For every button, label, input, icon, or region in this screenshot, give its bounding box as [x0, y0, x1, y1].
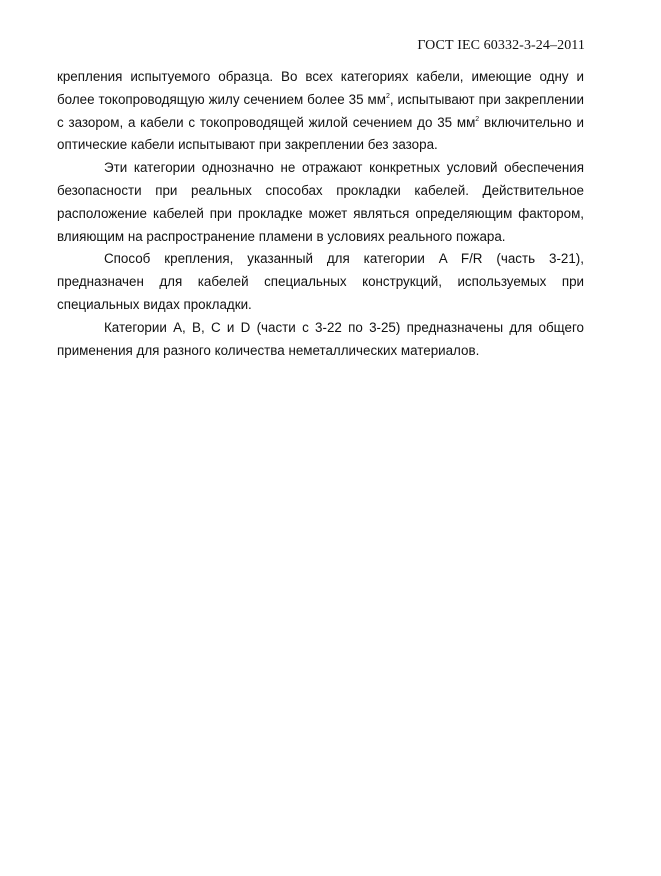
paragraph-general-categories: Категории А, В, С и D (части с 3-22 по 3-25) предназначены для общего применения для разного количества неметаллических материалов.: [57, 319, 584, 358]
paragraph-mounting-method: Способ крепления, указанный для категории A F/R (часть 3-21), предназначен для кабелей специальных конструкций, используемых при специальных видах прокладки.: [57, 251, 584, 312]
paragraph-text: крепления испытуемого образца. Во всех категориях кабели, имеющие одну и более токопроводящую жилу сечением более 35 мм: [57, 69, 584, 107]
paragraph-text: включительно и оптические кабели испытывают при закреплении без зазора.: [57, 114, 584, 153]
paragraph-continuation: [57, 66, 584, 157]
paragraph-text: , испытывают при закреплении с зазором, а кабели с токопроводящей жилой сечением до 35 мм: [57, 91, 584, 130]
document-header: ГОСТ IEC 60332-3-24–2011: [417, 38, 585, 53]
document-body: [57, 66, 584, 362]
paragraph-categories-note: Эти категории однозначно не отражают конкретных условий обеспечения безопасности при реальных способах прокладки кабелей. Действительное расположение кабелей при прокладке может являться определяющим фактором, влияющим на распространение пламени в условиях реального пожара.: [57, 160, 584, 244]
superscript: 2: [385, 92, 390, 100]
superscript: 2: [475, 115, 480, 123]
